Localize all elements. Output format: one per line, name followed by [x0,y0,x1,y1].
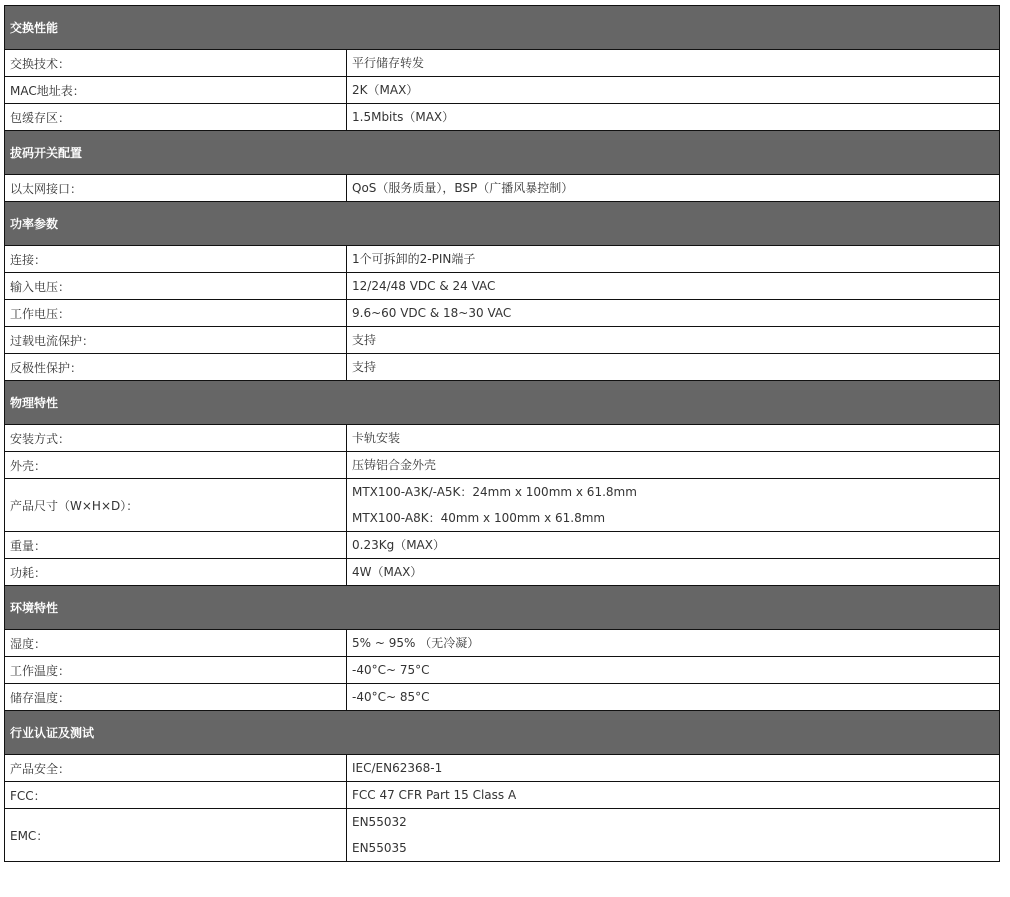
spec-value: 9.6~60 VDC & 18~30 VAC [352,306,512,320]
section-title: 环境特性 [5,586,1000,630]
spec-value-cell [347,684,1000,711]
spec-row [5,50,1000,77]
spec-row [5,559,1000,586]
spec-row [5,246,1000,273]
spec-row [5,354,1000,381]
spec-value: 1.5Mbits（MAX） [352,110,455,124]
spec-value: QoS（服务质量），BSP（广播风暴控制） [352,181,574,195]
spec-label: 储存温度： [5,684,347,711]
spec-label: MAC地址表： [5,77,347,104]
spec-label: 过载电流保护： [5,327,347,354]
spec-label: 连接： [5,246,347,273]
spec-label: FCC： [5,782,347,809]
spec-value-cell [347,246,1000,273]
spec-row [5,809,1000,862]
section-title: 功率参数 [5,202,1000,246]
spec-value: MTX100-A8K：40mm x 100mm x 61.8mm [352,511,606,525]
spec-value: 4W（MAX） [352,565,423,579]
spec-value: -40°C~ 85°C [352,690,430,704]
spec-value-cell [347,479,1000,532]
spec-value-cell [347,452,1000,479]
spec-label: EMC： [5,809,347,862]
spec-label: 重量： [5,532,347,559]
spec-row [5,684,1000,711]
spec-label: 以太网接口： [5,175,347,202]
section-header-row [5,586,1000,630]
section-header-row [5,202,1000,246]
spec-label: 包缓存区： [5,104,347,131]
spec-label: 产品尺寸（W×H×D）： [5,479,347,532]
spec-value-cell [347,559,1000,586]
section-title: 行业认证及测试 [5,711,1000,755]
spec-row [5,452,1000,479]
section-header-row [5,711,1000,755]
spec-value: -40°C~ 75°C [352,663,430,677]
spec-value-cell [347,300,1000,327]
section-title: 交换性能 [5,6,1000,50]
section-title: 物理特性 [5,381,1000,425]
spec-value: 0.23Kg（MAX） [352,538,445,552]
spec-label: 产品安全： [5,755,347,782]
section-header-row [5,6,1000,50]
spec-value-cell [347,809,1000,862]
spec-value-cell [347,425,1000,452]
spec-row [5,532,1000,559]
spec-row [5,782,1000,809]
spec-value-cell [347,327,1000,354]
spec-value-cell [347,755,1000,782]
spec-value-cell [347,354,1000,381]
spec-value-cell [347,77,1000,104]
spec-table-body [5,6,1000,862]
spec-value: 1个可拆卸的2-PIN端子 [352,252,476,266]
spec-label: 工作温度： [5,657,347,684]
spec-table [4,5,1000,862]
spec-value-cell [347,630,1000,657]
spec-label: 反极性保护： [5,354,347,381]
section-header-row [5,381,1000,425]
spec-label: 湿度： [5,630,347,657]
spec-value: IEC/EN62368-1 [352,761,443,775]
spec-row [5,300,1000,327]
spec-value-cell [347,50,1000,77]
spec-row [5,273,1000,300]
spec-row [5,425,1000,452]
spec-row [5,755,1000,782]
spec-value: 平行储存转发 [352,56,425,70]
spec-value: 压铸铝合金外壳 [352,458,437,472]
spec-value: EN55032 [352,815,407,829]
spec-row [5,327,1000,354]
spec-value: MTX100-A3K/-A5K：24mm x 100mm x 61.8mm [352,485,637,499]
spec-value-cell [347,782,1000,809]
spec-value-cell [347,104,1000,131]
spec-value-cell [347,273,1000,300]
spec-label: 外壳： [5,452,347,479]
spec-label: 功耗： [5,559,347,586]
spec-row [5,657,1000,684]
spec-label: 安装方式： [5,425,347,452]
spec-label: 工作电压： [5,300,347,327]
spec-value: 2K（MAX） [352,83,419,97]
spec-value: 支持 [352,360,377,374]
spec-row [5,630,1000,657]
spec-value-cell [347,175,1000,202]
section-title: 拔码开关配置 [5,131,1000,175]
spec-row [5,175,1000,202]
spec-row [5,479,1000,532]
spec-row [5,104,1000,131]
spec-value-cell [347,532,1000,559]
spec-label: 输入电压： [5,273,347,300]
spec-value: 12/24/48 VDC & 24 VAC [352,279,496,293]
spec-label: 交换技术： [5,50,347,77]
spec-value: EN55035 [352,841,407,855]
spec-value-cell [347,657,1000,684]
spec-value: FCC 47 CFR Part 15 Class A [352,788,517,802]
spec-row [5,77,1000,104]
spec-value: 卡轨安装 [352,431,401,445]
spec-value: 支持 [352,333,377,347]
spec-value: 5% ~ 95% （无冷凝） [352,636,480,650]
section-header-row [5,131,1000,175]
